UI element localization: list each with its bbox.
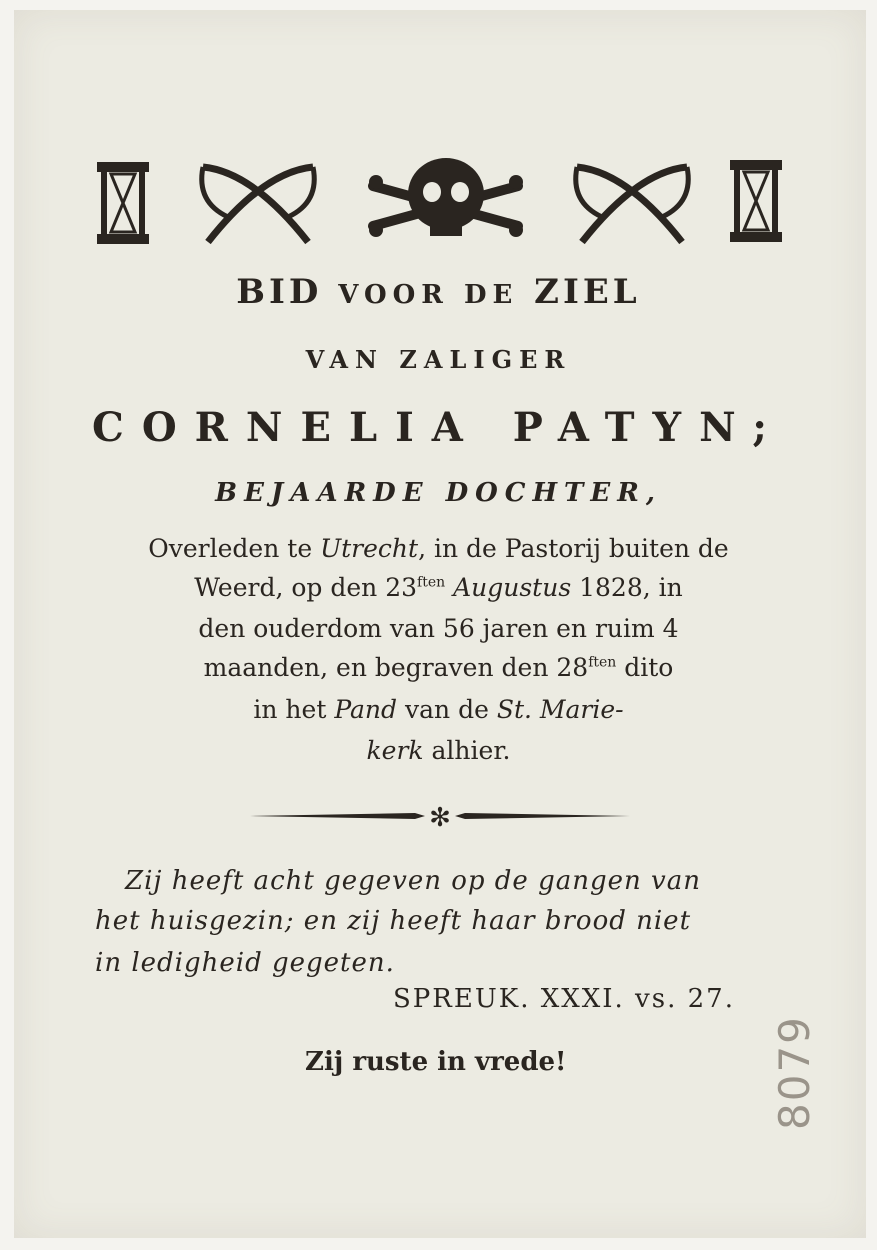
- heading-pray: [0, 272, 877, 312]
- heading-ziel: ZIEL: [534, 272, 641, 312]
- text-line-5: in het Pand van de St. Marie-: [253, 695, 624, 724]
- quote-line-1: Zij heeft acht gegeven op de gangen van: [125, 866, 701, 896]
- svg-text:✻: ✻: [429, 803, 451, 832]
- text-line-2: Weerd, op den $23^{ften}$ Augustus 1828, in: [194, 573, 683, 602]
- text-line-6: kerk alhier.: [366, 736, 511, 765]
- hourglass-icon: [730, 160, 782, 242]
- skull-crossbones-icon: [369, 158, 523, 237]
- quote-line-2: het huisgezin; en zij heeft haar brood niet: [95, 906, 692, 936]
- deceased-name: CORNELIA PATYN;: [91, 404, 785, 451]
- ornamental-divider: [245, 800, 635, 832]
- hourglass-icon: [97, 162, 149, 244]
- heading-bid: BID: [236, 272, 323, 312]
- deceased-title: BEJAARDE DOCHTER,: [215, 478, 662, 508]
- crossed-scythes-icon: [202, 167, 315, 242]
- text-line-3: den ouderdom van 56 jaren en ruim 4: [198, 614, 679, 643]
- heading-voor-de: VOOR DE: [338, 280, 519, 310]
- closing-prayer: Zij ruste in vrede!: [305, 1047, 567, 1077]
- quote-line-3: in ledigheid gegeten.: [95, 948, 395, 978]
- ornament-row: [0, 150, 877, 255]
- crossed-scythes-icon: [576, 167, 689, 242]
- text-line-4: maanden, en begraven den $28^{ften}$ dito: [203, 653, 674, 682]
- bible-reference: SPREUK. XXXI. vs. 27.: [393, 984, 735, 1014]
- heading-van-zaliger: VAN ZALIGER: [305, 345, 572, 374]
- text-line-1: Overleden te Utrecht, in de Pastorij buiten de: [148, 534, 729, 563]
- inventory-number: 8079: [770, 1015, 819, 1130]
